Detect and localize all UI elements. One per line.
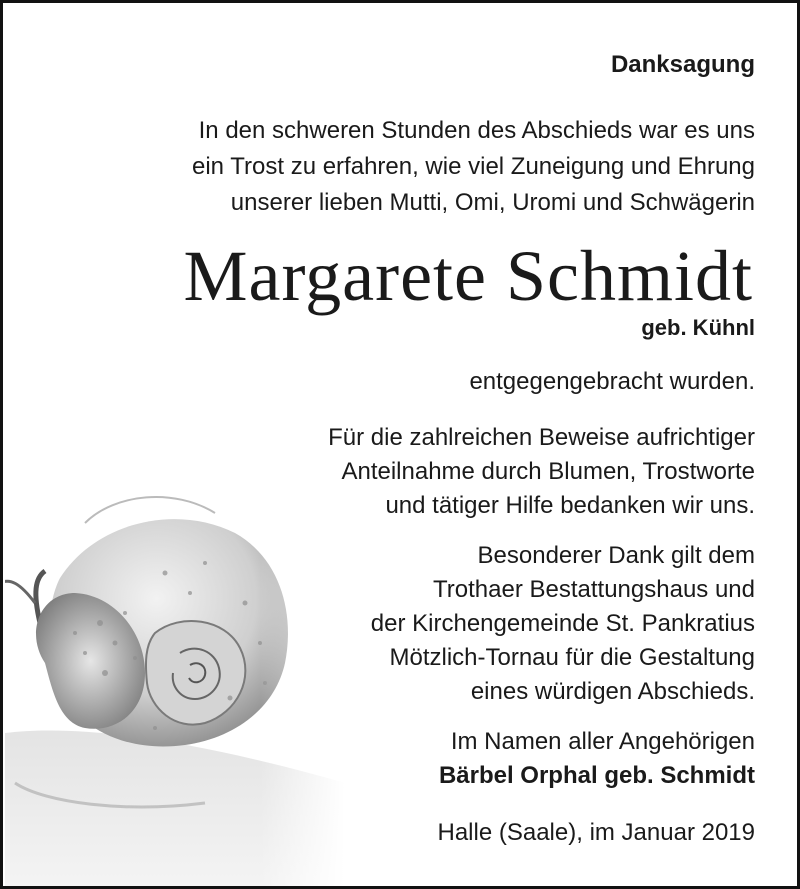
- thanks-line: Anteilnahme durch Blumen, Trostworte: [341, 458, 755, 485]
- heading: Danksagung: [610, 51, 755, 78]
- signature-line: Im Namen aller Angehörigen: [450, 728, 755, 755]
- special-thanks-line: der Kirchengemeinde St. Pankratius: [370, 610, 755, 637]
- thanks-text: [328, 421, 755, 523]
- thanks-line: und tätiger Hilfe bedanken wir uns.: [385, 492, 755, 519]
- intro-line: unserer lieben Mutti, Omi, Uromi und Schwägerin: [230, 189, 755, 216]
- intro-line: ein Trost zu erfahren, wie viel Zuneigung und Ehrung: [191, 153, 755, 180]
- continuation-text: entgegengebracht wurden.: [469, 368, 755, 395]
- rose-image: [5, 483, 345, 887]
- special-thanks-text: [371, 539, 755, 709]
- special-thanks-line: Besonderer Dank gilt dem: [477, 542, 755, 569]
- special-thanks-line: Mötzlich-Tornau für die Gestaltung: [389, 644, 755, 671]
- special-thanks-line: Trothaer Bestattungshaus und: [433, 576, 755, 603]
- signature-block: [439, 725, 755, 793]
- deceased-name: Margarete Schmidt: [183, 236, 753, 316]
- intro-text: [192, 113, 755, 221]
- maiden-name: geb. Kühnl: [641, 315, 755, 340]
- signer-name: Bärbel Orphal geb. Schmidt: [438, 762, 755, 789]
- thanks-line: Für die zahlreichen Beweise aufrichtiger: [328, 424, 755, 451]
- place-date: Halle (Saale), im Januar 2019: [437, 819, 755, 846]
- intro-line: In den schweren Stunden des Abschieds war es uns: [198, 117, 755, 144]
- special-thanks-line: eines würdigen Abschieds.: [470, 678, 755, 705]
